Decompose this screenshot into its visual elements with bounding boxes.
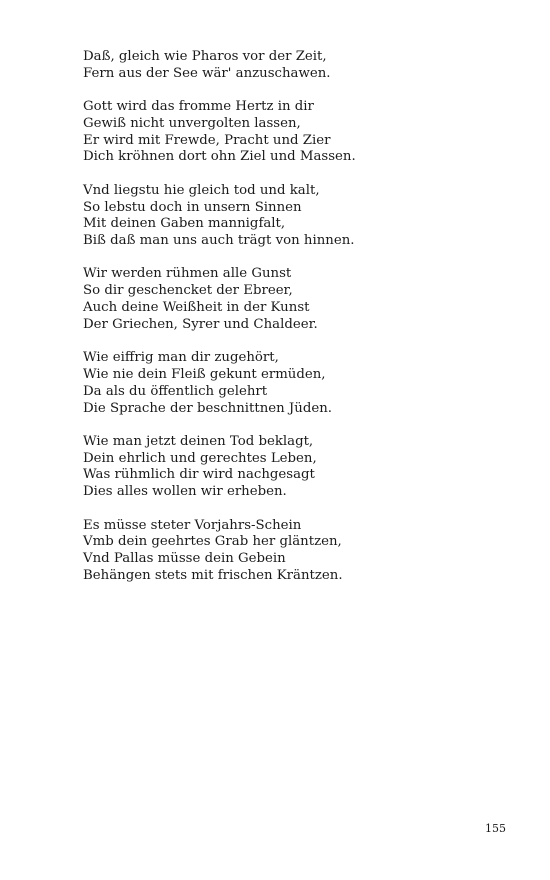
poem-line: Er wird mit Frewde, Pracht und Zier <box>83 132 331 148</box>
poem-line: Auch deine Weißheit in der Kunst <box>83 300 310 316</box>
stanza <box>83 434 513 501</box>
stanza <box>83 49 513 83</box>
poem-line: Die Sprache der beschnittnen Jüden. <box>83 400 332 416</box>
poem-line: Fern aus der See wär' anzuschawen. <box>83 65 331 81</box>
poem-line: Biß daß man uns auch trägt von hinnen. <box>83 233 355 249</box>
stanza <box>83 99 513 166</box>
poem-body <box>83 49 513 601</box>
poem-line: Da als du öffentlich gelehrt <box>83 383 268 399</box>
poem-line: Wie nie dein Fleiß gekunt ermüden, <box>83 366 326 382</box>
poem-line: Es müsse steter Vorjahrs-Schein <box>83 517 302 533</box>
poem-line: Daß, gleich wie Pharos vor der Zeit, <box>83 49 327 64</box>
poem-line: Dies alles wollen wir erheben. <box>83 484 287 500</box>
stanza <box>83 183 513 250</box>
poem-line: Vmb dein geehrtes Grab her gläntzen, <box>83 534 342 550</box>
poem-line: Dich kröhnen dort ohn Ziel und Massen. <box>83 149 356 165</box>
stanza <box>83 518 513 585</box>
poem-line: Was rühmlich dir wird nachgesagt <box>83 467 315 483</box>
poem-line: Vnd Pallas müsse dein Gebein <box>83 551 286 567</box>
poem-line: Gewiß nicht unvergolten lassen, <box>83 115 301 131</box>
poem-line: Der Griechen, Syrer und Chaldeer. <box>83 316 318 332</box>
poem-line: Wie eiffrig man dir zugehört, <box>83 350 279 366</box>
stanza <box>83 350 513 417</box>
page-number: 155 <box>485 822 506 835</box>
poem-line: Mit deinen Gaben mannigfalt, <box>83 216 286 232</box>
poem-line: Gott wird das fromme Hertz in dir <box>83 99 314 115</box>
poem-line: Dein ehrlich und gerechtes Leben, <box>83 450 317 466</box>
stanza <box>83 266 513 333</box>
poem-line: Wie man jetzt deinen Tod beklagt, <box>83 433 314 449</box>
poem-line: Vnd liegstu hie gleich tod und kalt, <box>83 182 320 198</box>
poem-line: So lebstu doch in unsern Sinnen <box>83 199 302 215</box>
poem-line: So dir geschencket der Ebreer, <box>83 283 293 299</box>
poem-line: Wir werden rühmen alle Gunst <box>83 266 292 282</box>
poem-line: Behängen stets mit frischen Kräntzen. <box>83 567 343 583</box>
